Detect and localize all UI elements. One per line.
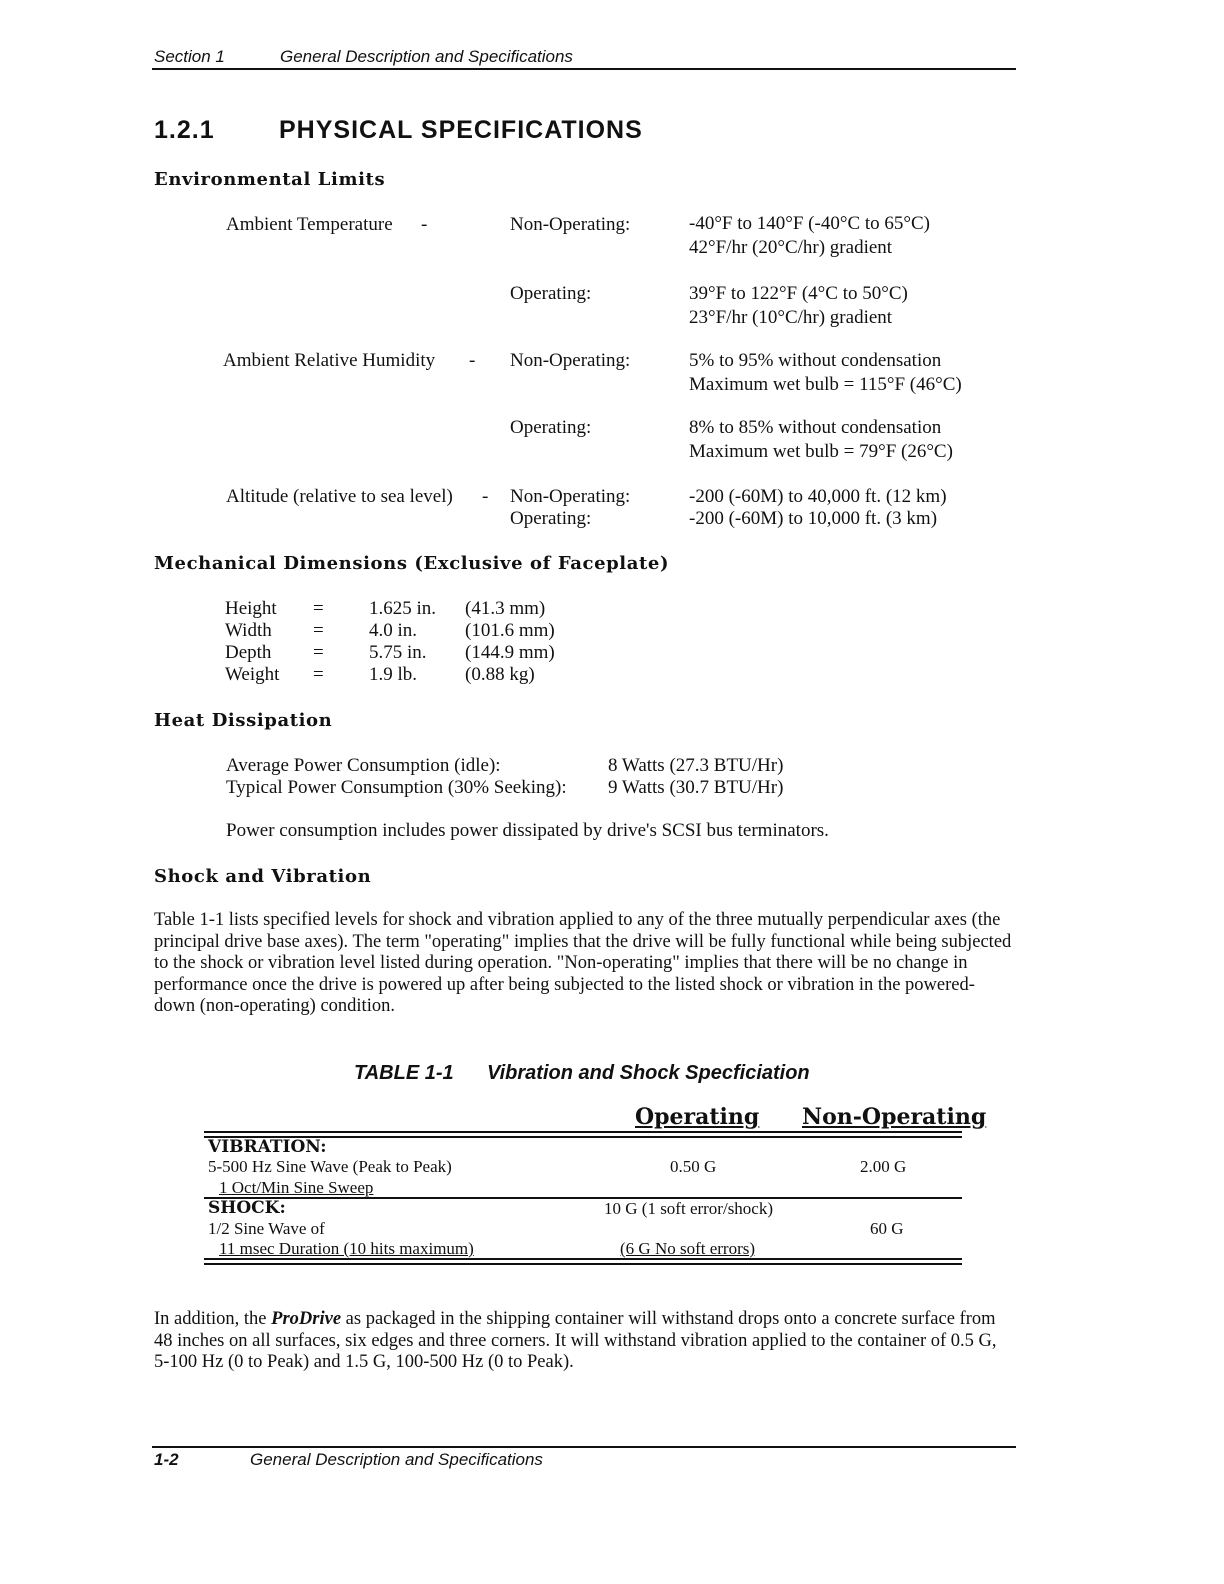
humidity-nonop-line2: Maximum wet bulb = 115°F (46°C) bbox=[689, 374, 962, 395]
vibration-line1: 5-500 Hz Sine Wave (Peak to Peak) bbox=[208, 1157, 452, 1176]
altitude-label: Altitude (relative to sea level) bbox=[226, 486, 453, 507]
shock-line1: 1/2 Sine Wave of bbox=[208, 1219, 325, 1238]
heat-heading: Heat Dissipation bbox=[154, 710, 333, 731]
dimension-eq: = bbox=[313, 620, 324, 641]
altitude-nonop-value: -200 (-60M) to 40,000 ft. (12 km) bbox=[689, 486, 947, 507]
vibration-line2: 1 Oct/Min Sine Sweep bbox=[219, 1178, 374, 1197]
dimension-metric: (101.6 mm) bbox=[465, 620, 555, 641]
table-caption-title: Vibration and Shock Specficiation bbox=[487, 1062, 810, 1084]
table-bottom-rule-2 bbox=[204, 1263, 962, 1265]
temperature-op-label: Operating: bbox=[510, 283, 592, 304]
header-rule bbox=[152, 68, 1016, 70]
footer-rule bbox=[152, 1446, 1016, 1448]
footer-page-number: 1-2 bbox=[154, 1450, 179, 1469]
header-section: Section 1 bbox=[154, 47, 225, 66]
dimension-name: Width bbox=[225, 620, 272, 641]
avg-power-value: 8 Watts (27.3 BTU/Hr) bbox=[608, 755, 784, 776]
column-non-operating: Non-Operating bbox=[802, 1104, 987, 1130]
column-operating: Operating bbox=[635, 1104, 760, 1130]
table-bottom-rule bbox=[204, 1258, 962, 1260]
dimension-metric: (0.88 kg) bbox=[465, 664, 535, 685]
dimension-imperial: 4.0 in. bbox=[369, 620, 418, 641]
temperature-op-line2: 23°F/hr (10°C/hr) gradient bbox=[689, 307, 893, 328]
closing-pre: In addition, the bbox=[154, 1309, 272, 1329]
temperature-op-line1: 39°F to 122°F (4°C to 50°C) bbox=[689, 283, 908, 304]
vibration-label: VIBRATION: bbox=[208, 1137, 327, 1157]
shock-label: SHOCK: bbox=[208, 1198, 286, 1218]
temperature-nonop-label: Non-Operating: bbox=[510, 214, 631, 235]
shock-heading: Shock and Vibration bbox=[154, 866, 372, 887]
dimension-name: Weight bbox=[225, 664, 280, 685]
product-name: ProDrive bbox=[271, 1309, 342, 1329]
footer-title: General Description and Specifications bbox=[250, 1450, 543, 1469]
dimension-imperial: 5.75 in. bbox=[369, 642, 427, 663]
table-mid-rule bbox=[204, 1197, 962, 1199]
temperature-label: Ambient Temperature bbox=[226, 214, 393, 235]
dimension-name: Height bbox=[225, 598, 277, 619]
typ-power-label: Typical Power Consumption (30% Seeking): bbox=[226, 777, 567, 798]
shock-line2: 11 msec Duration (10 hits maximum) bbox=[219, 1239, 474, 1258]
header-title: General Description and Specifications bbox=[280, 47, 573, 66]
humidity-label: Ambient Relative Humidity bbox=[223, 350, 436, 371]
dimension-eq: = bbox=[313, 642, 324, 663]
power-note: Power consumption includes power dissipated by drive's SCSI bus terminators. bbox=[226, 820, 829, 841]
table-top-rule bbox=[204, 1131, 962, 1133]
mechanical-heading: Mechanical Dimensions (Exclusive of Faceplate) bbox=[154, 553, 670, 574]
section-number: 1.2.1 bbox=[154, 116, 215, 144]
dimension-imperial: 1.9 lb. bbox=[369, 664, 418, 685]
altitude-op-value: -200 (-60M) to 10,000 ft. (3 km) bbox=[689, 508, 938, 529]
altitude-dash: - bbox=[482, 486, 489, 507]
shock-operating-2: (6 G No soft errors) bbox=[620, 1239, 756, 1258]
environmental-heading: Environmental Limits bbox=[154, 169, 386, 190]
page-title: PHYSICAL SPECIFICATIONS bbox=[279, 116, 643, 144]
humidity-op-line2: Maximum wet bulb = 79°F (26°C) bbox=[689, 441, 953, 462]
humidity-dash: - bbox=[469, 350, 476, 371]
humidity-nonop-line1: 5% to 95% without condensation bbox=[689, 350, 942, 371]
vibration-operating: 0.50 G bbox=[670, 1157, 717, 1176]
dimension-eq: = bbox=[313, 598, 324, 619]
avg-power-label: Average Power Consumption (idle): bbox=[226, 755, 501, 776]
typ-power-value: 9 Watts (30.7 BTU/Hr) bbox=[608, 777, 784, 798]
dimension-name: Depth bbox=[225, 642, 272, 663]
altitude-nonop-label: Non-Operating: bbox=[510, 486, 631, 507]
humidity-nonop-label: Non-Operating: bbox=[510, 350, 631, 371]
humidity-op-line1: 8% to 85% without condensation bbox=[689, 417, 942, 438]
dimension-eq: = bbox=[313, 664, 324, 685]
dimension-metric: (144.9 mm) bbox=[465, 642, 555, 663]
altitude-op-label: Operating: bbox=[510, 508, 592, 529]
closing-paragraph bbox=[154, 1309, 1006, 1374]
closing-post: as packaged in the shipping container will withstand drops onto a concrete surface from 48 inches on all surfaces, six edges and three corners. It will withstand vibration applied to the container of 0.5 G, 5-100 Hz (0 to Peak) and 1.5 G, 100-500 Hz (0 to Peak). bbox=[154, 1309, 997, 1372]
temperature-nonop-line2: 42°F/hr (20°C/hr) gradient bbox=[689, 237, 893, 258]
temperature-dash: - bbox=[421, 214, 428, 235]
shock-operating-1: 10 G (1 soft error/shock) bbox=[604, 1199, 774, 1218]
shock-non-operating: 60 G bbox=[870, 1219, 904, 1238]
shock-paragraph: Table 1-1 lists specified levels for shock and vibration applied to any of the three mutually perpendicular axes (the principal drive base axes). The term "operating" implies that the drive will be fully functional while being subjected to the shock or vibration level listed during operation. "Non-operating" implies that there will be no change in performance once the drive is powered up after being subjected to the listed shock or vibration in the powered-down (non-operating) condition. bbox=[154, 910, 1012, 1016]
dimension-imperial: 1.625 in. bbox=[369, 598, 437, 619]
dimension-metric: (41.3 mm) bbox=[465, 598, 546, 619]
table-caption-number: TABLE 1-1 bbox=[354, 1062, 454, 1084]
vibration-non-operating: 2.00 G bbox=[860, 1157, 907, 1176]
temperature-nonop-line1: -40°F to 140°F (-40°C to 65°C) bbox=[689, 213, 930, 234]
humidity-op-label: Operating: bbox=[510, 417, 592, 438]
